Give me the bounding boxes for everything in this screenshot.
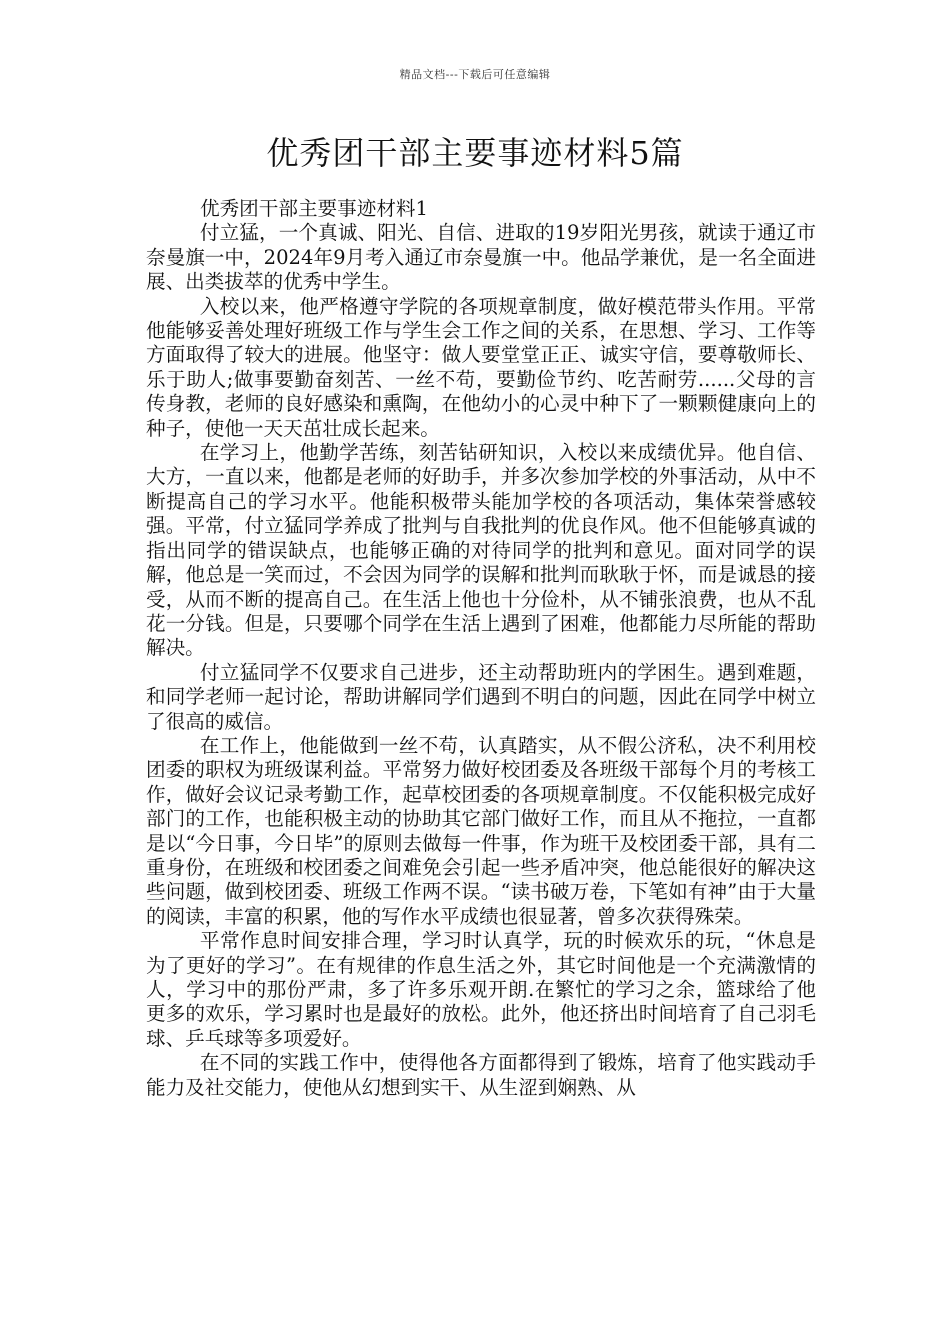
paragraph-work: 在工作上，他能做到一丝不苟，认真踏实，从不假公济私，决不利用校团委的职权为班级谋利益。平常努力做好校团委及各班级干部每个月的考核工作，做好会议记录考勤工作，起草校团委的各项规章制度。不仅能积极完成好部门的工作，也能积极主动的协助其它部门做好工作，而且从不拖拉，一直都是以“今日事，今日毕”的原则去做每一件事，作为班干及校团委干部，具有二重身份，在班级和校团委之间难免会引起一些矛盾冲突，他总能很好的解决这些问题，做到校团委、班级工作两不误。“读书破万卷，下笔如有神”由于大量的阅读，丰富的积累，他的写作水平成绩也很显著，曾多次获得殊荣。 <box>146 733 816 928</box>
paragraph-study: 在学习上，他勤学苦练，刻苦钻研知识，入校以来成绩优异。他自信、大方，一直以来，他都是老师的好助手，并多次参加学校的外事活动，从中不断提高自己的学习水平。他能积极带头能加学校的各项活动，集体荣誉感较强。平常，付立猛同学养成了批判与自我批判的优良作风。他不但能够真诚的指出同学的错误缺点，也能够正确的对待同学的批判和意见。面对同学的误解，他总是一笑而过，不会因为同学的误解和批判而耿耿于怀，而是诚恳的接受，从而不断的提高自己。在生活上他也十分俭朴，从不铺张浪费，也从不乱花一分钱。但是，只要哪个同学在生活上遇到了困难，他都能力尽所能的帮助解决。 <box>146 441 816 660</box>
section-heading: 优秀团干部主要事迹材料1 <box>200 197 428 220</box>
paragraph-intro: 付立猛，一个真诚、阳光、自信、进取的19岁阳光男孩，就读于通辽市奈曼旗一中，2024年9月考入通辽市奈曼旗一中。他品学兼优，是一名全面进展、出类拔萃的优秀中学生。 <box>146 221 816 294</box>
document-body <box>146 197 816 1100</box>
paragraph-conduct: 入校以来，他严格遵守学院的各项规章制度，做好模范带头作用。平常他能够妥善处理好班级工作与学生会工作之间的关系，在思想、学习、工作等方面取得了较大的进展。他坚守：做人要堂堂正正、诚实守信，要尊敬师长、乐于助人;做事要勤奋刻苦、一丝不苟，要勤俭节约、吃苦耐劳......父母的言传身教，老师的良好感染和熏陶，在他幼小的心灵中种下了一颗颗健康向上的种子，使他一天天茁壮成长起来。 <box>146 294 816 440</box>
document-title: 优秀团干部主要事迹材料5篇 <box>266 134 684 172</box>
paragraph-helping: 付立猛同学不仅要求自己进步，还主动帮助班内的学困生。遇到难题，和同学老师一起讨论，帮助讲解同学们遇到不明白的问题，因此在同学中树立了很高的威信。 <box>146 660 816 733</box>
paragraph-practice: 在不同的实践工作中，使得他各方面都得到了锻炼，培育了他实践动手能力及社交能力，使他从幻想到实干、从生涩到娴熟、从 <box>146 1051 816 1099</box>
page-header: 精品文档---下载后可任意编辑 <box>399 68 551 81</box>
paragraph-schedule: 平常作息时间安排合理，学习时认真学，玩的时候欢乐的玩，“休息是为了更好的学习”。在有规律的作息生活之外，其它时间他是一个充满激情的人，学习中的那份严肃，多了许多乐观开朗.在繁忙的学习之余，篮球给了他更多的欢乐，学习累时也是最好的放松。此外，他还挤出时间培育了自己羽毛球、乒乓球等多项爱好。 <box>146 929 816 1050</box>
